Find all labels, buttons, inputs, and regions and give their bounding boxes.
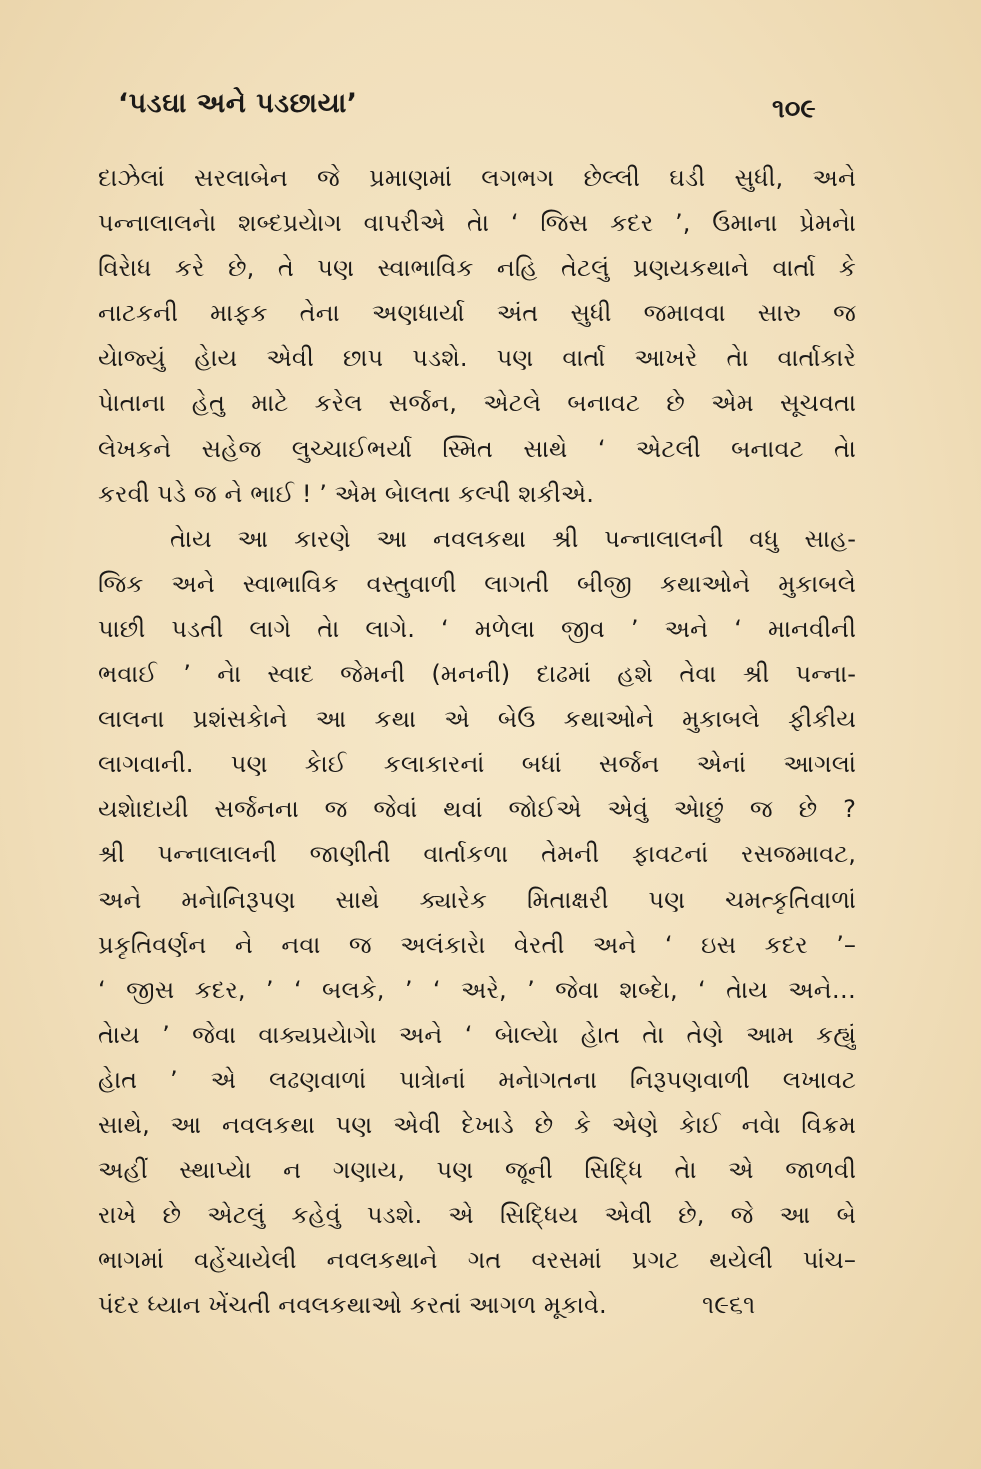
text-line: યેાજ્યું હેાય એવી છાપ પડશે. પણ વાર્તા આખરે તેા વાર્તાકારે <box>98 344 856 373</box>
text-line: વિરેાધ કરે છે, તે પણ સ્વાભાવિક નહિ તેટલું પ્રણયકથાને વાર્તા કે <box>98 254 856 283</box>
text-line: પેાતાના હેતુ માટે કરેલ સર્જન, એટલે બનાવટ છે એમ સૂચવતા <box>98 389 856 418</box>
text-line: રાખે છે એટલું કહેવું પડશે. એ સિદ્ધિય એવી છે, જે આ બે <box>98 1201 856 1230</box>
text-line: ‘ જીસ કદર, ’ ‘ બલકે, ’ ‘ અરે, ’ જેવા શબ્દેા, ‘ તેાય અને… <box>98 975 856 1004</box>
text-line: કરવી પડે જ ને ભાઈ ! ’ એમ બેાલતા કલ્પી શકીએ. <box>98 479 594 508</box>
text-line: જિક અને સ્વાભાવિક વસ્તુવાળી લાગતી બીજી કથાઓને મુકાબલે <box>98 569 856 598</box>
text-line: તેાય ’ જેવા વાક્યપ્રયેાગેા અને ‘ બેાલ્યેા હેાત તેા તેણે આમ કહ્યું <box>98 1020 856 1049</box>
running-title: ‘પડઘા અને પડછાયા’ <box>118 88 358 119</box>
text-line: તેાય આ કારણે આ નવલકથા શ્રી પન્નાલાલની વધુ સાહ- <box>170 524 856 553</box>
text-line: ભવાઈ ’ નેા સ્વાદ જેમની (મનની) દાઢમાં હશે તેવા શ્રી પન્ના- <box>98 660 856 689</box>
text-line: નાટકની માફક તેના અણધાર્યા અંત સુધી જમાવવા સારુ જ <box>98 299 856 328</box>
text-line: યશેાદાયી સર્જનના જ જેવાં થવાં જોઈએ એવું એાછું જ છે ? <box>98 795 856 824</box>
paragraph-2 <box>98 517 856 1329</box>
text-line: અહીં સ્થાપ્યેા ન ગણાય, પણ જૂની સિદ્ધિ તેા એ જાળવી <box>98 1156 856 1185</box>
text-line: અને મનેાનિરૂપણ સાથે ક્યારેક મિતાક્ષરી પણ ચમત્કૃતિવાળાં <box>98 885 856 914</box>
text-line: લાલના પ્રશંસકેાને આ કથા એ બેઉ કથાઓને મુકાબલે ફીકીય <box>98 705 856 734</box>
text-line: લેખકને સહેજ લુચ્ચાઈભર્યા સ્મિત સાથે ‘ એટલી બનાવટ તેા <box>98 434 856 463</box>
text-line: પ્રકૃતિવર્ણન ને નવા જ અલંકારેા વેરતી અને ‘ ઇસ કદર ’– <box>98 930 856 959</box>
text-line: પંદર ધ્યાન ખેંચતી નવલકથાઓ કરતાં આગળ મૂકાવે. <box>98 1291 607 1320</box>
paragraph-1 <box>98 156 856 517</box>
body-text <box>98 156 856 1328</box>
text-line: દાઝેલાં સરલાબેન જે પ્રમાણમાં લગભગ છેલ્લી ઘડી સુધી, અને <box>98 164 856 192</box>
text-line: સાથે, આ નવલકથા પણ એવી દેખાડે છે કે એણે કેાઈ નવેા વિક્રમ <box>98 1110 856 1139</box>
text-line: પાછી પડતી લાગે તેા લાગે. ‘ મળેલા જીવ ’ અને ‘ માનવીની <box>98 614 856 643</box>
text-line: ભાગમાં વહેંચાયેલી નવલકથાને ગત વરસમાં પ્રગટ થયેલી પાંચ– <box>98 1246 856 1275</box>
page-number: ૧૦૯ <box>772 94 816 124</box>
text-line: પન્નાલાલનેા શબ્દપ્રયેાગ વાપરીએ તેા ‘ જિસ કદર ’, ઉમાના પ્રેમનેા <box>98 209 856 238</box>
text-line: લાગવાની. પણ કેાઈ કલાકારનાં બધાં સર્જન એનાં આગલાં <box>98 750 856 779</box>
text-line: હેાત ’ એ લઢણવાળાં પાત્રેાનાં મનેાગતના નિરૂપણવાળી લખાવટ <box>98 1065 856 1094</box>
year-stamp: ૧૯૬૧ <box>702 1290 756 1319</box>
text-line: શ્રી પન્નાલાલની જાણીતી વાર્તાકળા તેમની ફાવટનાં રસજમાવટ, <box>98 840 856 869</box>
